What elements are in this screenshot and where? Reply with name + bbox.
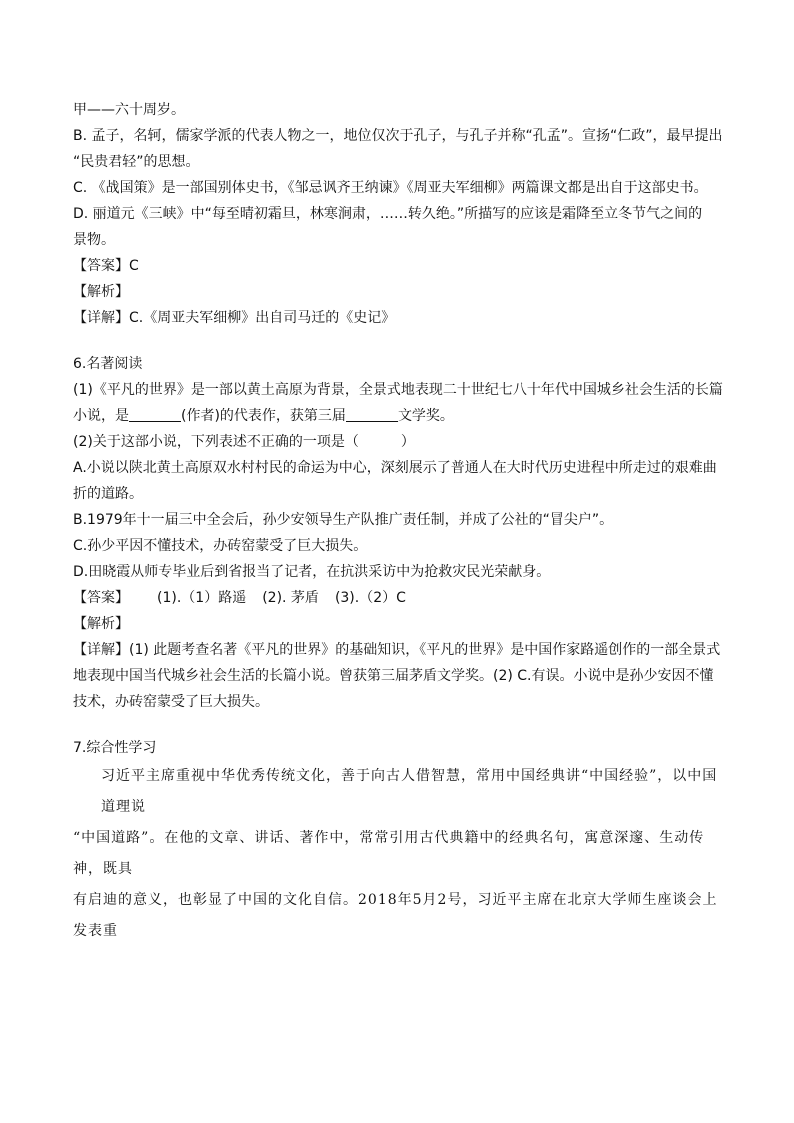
- answer-tag: 【答案】: [73, 590, 129, 606]
- text-line: 折的道路。: [73, 486, 143, 502]
- document-content: [73, 97, 725, 947]
- award-blank: [346, 405, 398, 422]
- option-c-line: C. 《战国策》是一部国别体史书，《邹忌讽齐王纳谏》《周亚夫军细柳》两篇课文都是出自于这部史书。: [73, 180, 708, 196]
- question-6-line: [73, 403, 725, 429]
- answer-item: (1).（1）路遥: [157, 590, 247, 606]
- question-6-text: 小说，是: [73, 408, 129, 424]
- question-7-title: 7.综合性学习: [73, 740, 157, 756]
- question-6-text: 文学奖。: [397, 408, 454, 424]
- option-b-line: B. 孟子，名轲，儒家学派的代表人物之一，地位仅次于孔子，与孔子并称“孔孟”。宣扬“仁政”，最早提出: [73, 128, 723, 144]
- text-line: 甲——六十周岁。: [73, 102, 185, 118]
- section-gap: [73, 331, 725, 351]
- answer-item: (2). 茅盾: [262, 590, 319, 606]
- answer-item: (3).（2）C: [334, 590, 406, 606]
- option-b-line: B.1979年十一届三中全会后，孙少安领导生产队推广责任制，并成了公社的“冒尖户”。: [73, 512, 614, 528]
- author-blank: [129, 405, 181, 422]
- answer-line: 【答案】C: [73, 258, 139, 274]
- detail-line: 【详解】(1) 此题考查名著《平凡的世界》的基础知识，《平凡的世界》是中国作家路遥创作的一部全景式: [73, 642, 721, 658]
- detail-line: 技术，办砖窑蒙受了巨大损失。: [73, 694, 269, 710]
- detail-line: 【详解】C.《周亚夫军细柳》出自司马迁的《史记》: [73, 310, 396, 326]
- answer-line: [73, 585, 725, 611]
- text-line: “民贵君轻”的思想。: [73, 154, 200, 170]
- question-6-line: (2)关于这部小说，下列表述不正确的一项是（ ）: [73, 434, 415, 450]
- option-d-line: D.田晓霞从师专毕业后到省报当了记者，在抗洪采访中为抢救灾民光荣献身。: [73, 564, 551, 580]
- option-c-line: C.孙少平因不懂技术，办砖窑蒙受了巨大损失。: [73, 538, 368, 554]
- analysis-heading: 【解析】: [73, 284, 129, 300]
- paragraph-line: 习近平主席重视中华优秀传统文化，善于向古人借智慧，常用中国经典讲“中国经验”，以中国道理说: [101, 768, 718, 815]
- text-line: 景物。: [73, 232, 115, 248]
- option-a-line: A.小说以陕北黄土高原双水村村民的命运为中心，深刻展示了普通人在大时代历史进程中所走过的艰难曲: [73, 460, 717, 476]
- question-7-paragraph: [73, 761, 725, 947]
- question-6-title: 6.名著阅读: [73, 356, 143, 372]
- analysis-heading: 【解析】: [73, 616, 129, 632]
- question-6-line: (1)《平凡的世界》是一部以黄土高原为背景，全景式地表现二十世纪七八十年代中国城乡社会生活的长篇: [73, 382, 723, 398]
- paragraph-line: 有启迪的意义，也彰显了中国的文化自信。2018年5月2号，习近平主席在北京大学师生座谈会上发表重: [73, 892, 718, 939]
- paragraph-line: “中国道路”。在他的文章、讲话、著作中，常常引用古代典籍中的经典名句，寓意深邃、生动传神，既具: [73, 830, 705, 877]
- section-gap: [73, 715, 725, 735]
- detail-line: 地表现中国当代城乡社会生活的长篇小说。曾获第三届茅盾文学奖。(2) C.有误。小说中是孙少安因不懂: [73, 668, 714, 684]
- option-d-line: D. 丽道元《三峡》中“每至晴初霜旦，林寒涧肃，……转久绝。”所描写的应该是霜降至立冬节气之间的: [73, 206, 703, 222]
- question-6-text: (作者)的代表作，获第三届: [181, 408, 346, 424]
